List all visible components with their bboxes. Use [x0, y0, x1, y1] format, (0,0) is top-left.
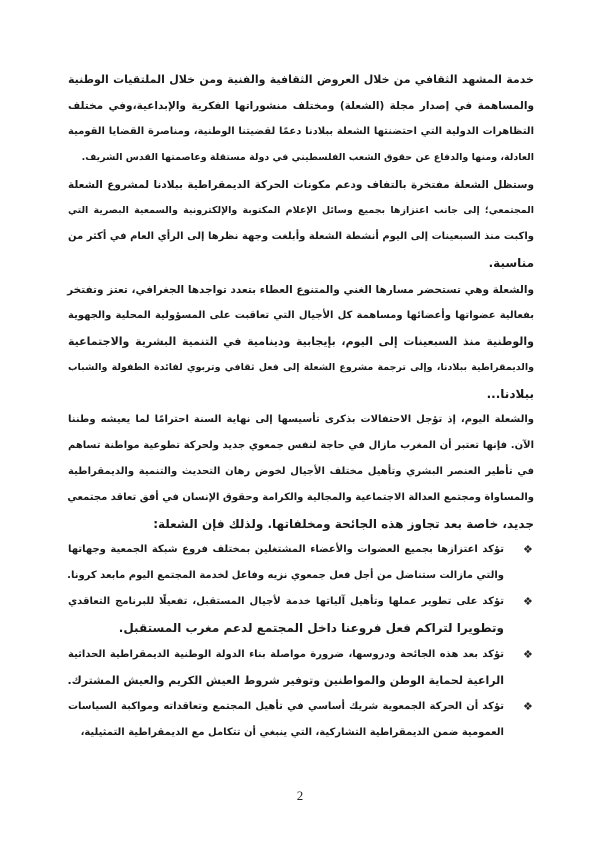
bullet-icon: ❖ [523, 543, 533, 556]
paragraph-line: والشعلة وهي تستحضر مسارها الغني والمتنوع العطاء بتعدد تواجدها الجغرافي، تعتز وتفتخر [67, 284, 534, 296]
paragraph-line: والوطنية منذ السبعينات إلى اليوم، بإيجابية ودينامية في التنمية البشرية والاجتماعية [68, 335, 534, 348]
bullet-item-line: العمومية ضمن الديمقراطية التشاركية، التي ينبغي أن تتكامل مع الديمقراطية التمثيلية، [80, 727, 504, 738]
paragraph-line: جديد، خاصة بعد تجاوز هذه الجائحة ومخلفاتها. ولذلك فإن الشعلة: [153, 517, 534, 531]
paragraph-line: وستظل الشعلة مفتخرة بالتفاف ودعم مكونات الحركة الديمقراطية ببلادنا لمشروع الشعلة [68, 179, 534, 191]
bullet-item-line: تؤكد على تطوير عملها وتأهيل آلياتها خدمة لأجيال المستقبل، تفعيلًا للبرنامج التعاقدي [68, 596, 504, 607]
paragraph-line: والمساهمة في إصدار مجلة (الشعلة) ومختلف منشوراتها الفكرية والإبداعية،وفي مختلف [68, 100, 534, 112]
bullet-icon: ❖ [523, 595, 533, 608]
bullet-item-line: وتطويرا لتراكم فعل فروعنا داخل المجتمع لدعم مغرب المستقبل. [118, 621, 504, 635]
paragraph-line: والديمقراطية ببلادنا، وإلى ترجمة مشروع الشعلة إلى فعل ثقافي وتربوي لفائدة الطفولة والشباب [68, 362, 534, 373]
bullet-item-line: تؤكد بعد هذه الجائحة ودروسها، ضرورة مواصلة بناء الدولة الوطنية الديمقراطية الحداثية [68, 649, 504, 660]
paragraph-line: العادلة، ومنها والدفاع عن حقوق الشعب الفلسطيني في دولة مستقلة وعاصمتها القدس الشريف. [81, 152, 534, 163]
paragraph-line: في تأطير العنصر البشري وتأهيل مختلف الأجيال لخوض رهان التحديث والتنمية والديمقراطية [68, 466, 534, 477]
bullet-icon: ❖ [523, 648, 533, 661]
paragraph-line: المجتمعي؛ إلى جانب اعتزازها بجميع وسائل الإعلام المكتوبة والإلكترونية والسمعية البصرية التي [68, 205, 534, 216]
paragraph-line: واكبت منذ السبعينات إلى اليوم أنشطة الشعلة وأبلغت وجهة نظرها إلى الرأي العام في أكثر من [68, 231, 534, 242]
paragraph-line: بفعالية عضواتها وأعضائها ومساهمة كل الأجيال التي تعاقبت على المسؤولية المحلية والجهوية [68, 310, 534, 321]
bullet-item-line: تؤكد أن الحركة الجمعوية شريك أساسي في تأهيل المجتمع وتعاقداته ومواكبة السياسات [68, 701, 504, 712]
bullet-icon: ❖ [523, 700, 533, 713]
paragraph-line: والمساواة ومجتمع العدالة الاجتماعية والمجالية والكرامة وحقوق الإنسان في أفق تعاقد مجتمعي [67, 492, 534, 503]
page-number: 2 [296, 788, 304, 803]
bullet-item-line: والتي مازالت ستناضل من أجل فعل جمعوي نزيه وفاعل لخدمة المجتمع اليوم مابعد كرونا. [67, 570, 504, 581]
paragraph-line: ببلادنا... [486, 387, 534, 401]
paragraph-line: التظاهرات الدولية التي احتضنتها الشعلة ببلادنا دعمًا لقضيتنا الوطنية، ومناصرة القضايا القومية [68, 126, 534, 137]
paragraph-line: والشعلة اليوم، إذ تؤجل الاحتفالات بذكرى تأسيسها إلى نهاية السنة احترامًا لما يعيشه وطننا [68, 414, 534, 425]
bullet-item-line: تؤكد اعتزازها بجميع العضوات والأعضاء المشتغلين بمختلف فروع شبكة الجمعية وجهاتها [68, 544, 504, 555]
paragraph-line: الآن. فإنها تعتبر أن المغرب مازال في حاجة لنفس جمعوي جديد ولحركة تطوعية مواطنة تساهم [68, 440, 534, 451]
paragraph-line: خدمة المشهد الثقافي من خلال العروض الثقافية والفنية ومن خلال الملتقيات الوطنية [68, 73, 534, 86]
paragraph-line: مناسبة. [488, 256, 534, 270]
bullet-item-line: الراعية لحماية الوطن والمواطنين وتوفير شروط العيش الكريم والعيش المشترك. [67, 674, 504, 687]
